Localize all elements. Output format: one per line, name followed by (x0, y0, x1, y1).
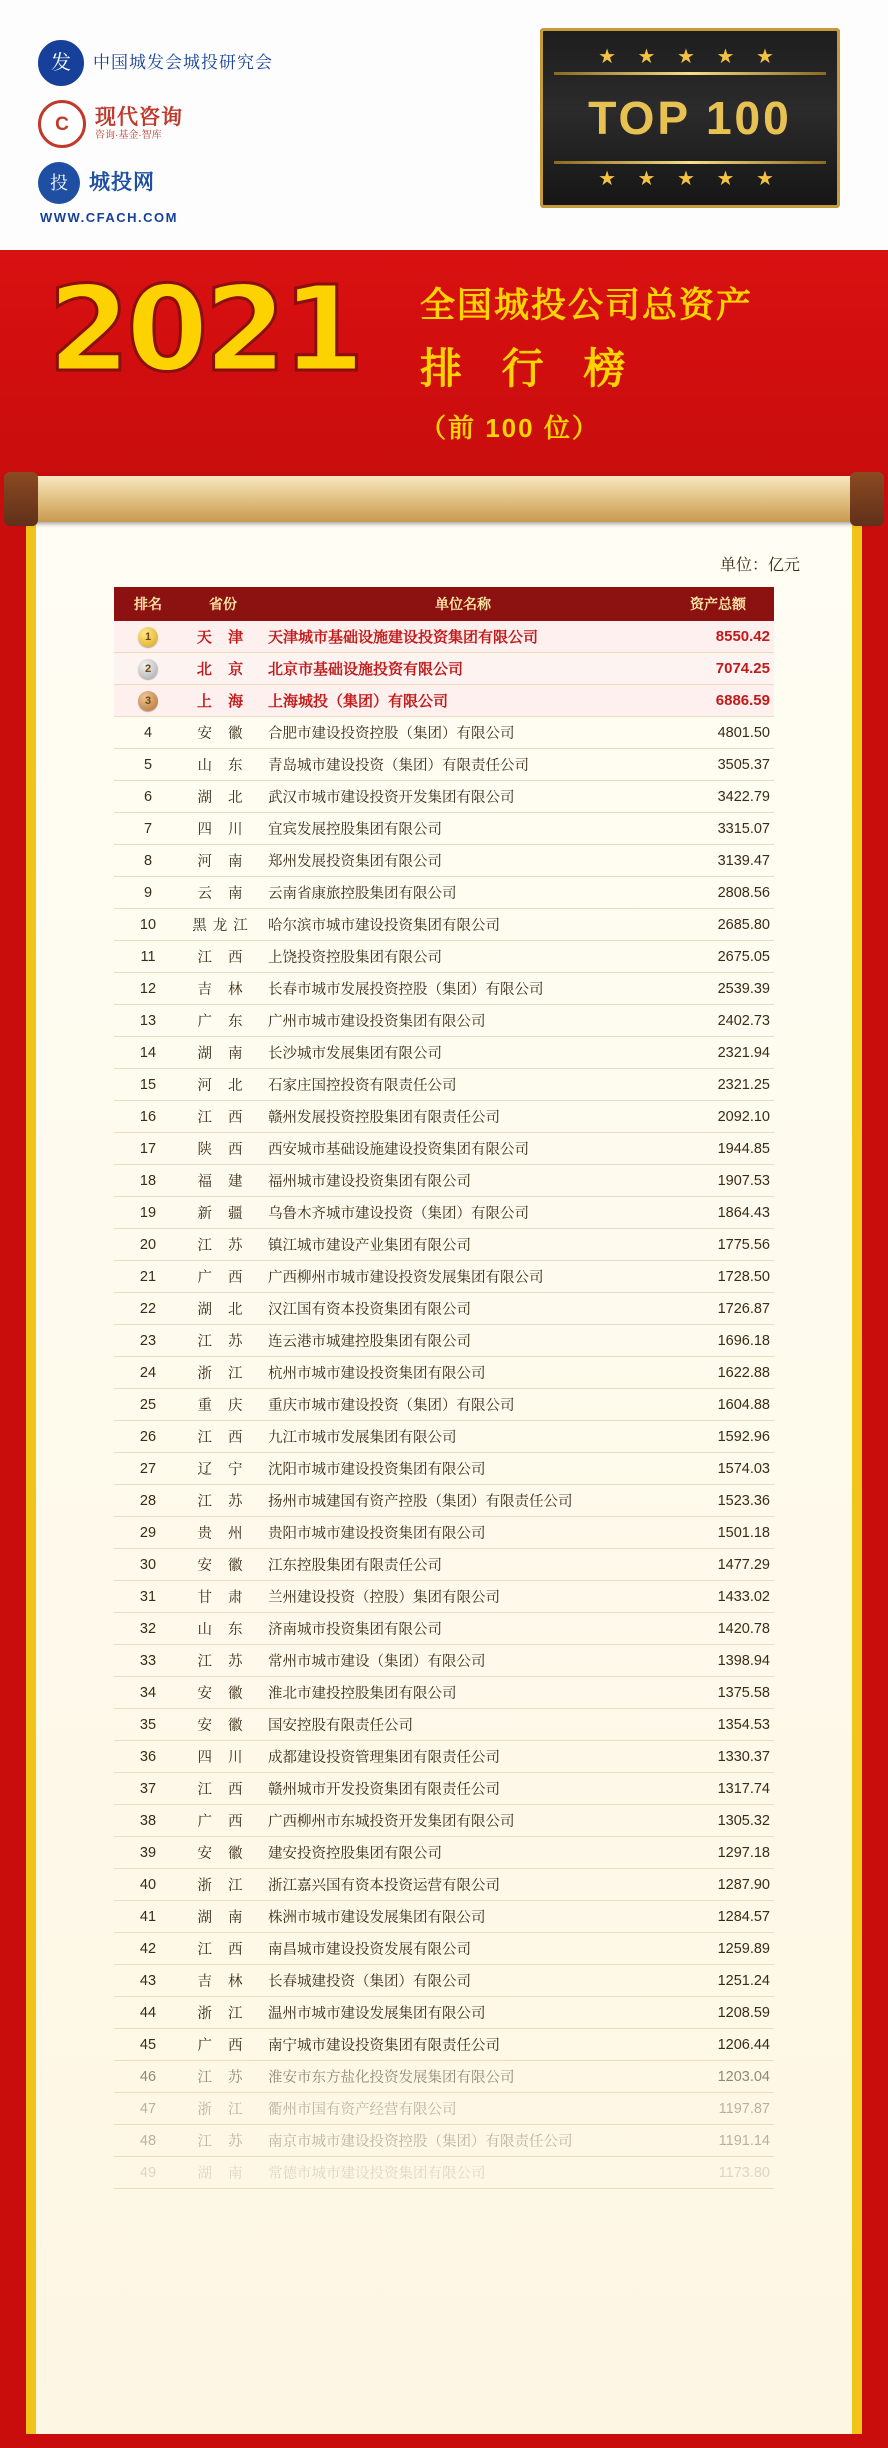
cell-total-assets: 1197.87 (662, 2093, 774, 2125)
cell-rank: 45 (114, 2029, 182, 2061)
cell-rank: 10 (114, 909, 182, 941)
cell-province: 上 海 (182, 685, 264, 717)
cell-province: 广 西 (182, 1805, 264, 1837)
cell-province: 浙 江 (182, 1357, 264, 1389)
cell-company-name: 浙江嘉兴国有资本投资运营有限公司 (264, 1869, 662, 1901)
table-row (114, 877, 774, 909)
cell-total-assets: 1330.37 (662, 1741, 774, 1773)
cell-company-name: 连云港市城建控股集团有限公司 (264, 1325, 662, 1357)
table-row (114, 1549, 774, 1581)
cell-total-assets: 1317.74 (662, 1773, 774, 1805)
org3-label: 城投网 (89, 170, 155, 194)
table-row (114, 1485, 774, 1517)
cell-rank: 16 (114, 1101, 182, 1133)
table-row (114, 909, 774, 941)
cell-company-name: 南宁城市建设投资集团有限责任公司 (264, 2029, 662, 2061)
cell-rank: 11 (114, 941, 182, 973)
table-row (114, 1005, 774, 1037)
cell-total-assets: 1907.53 (662, 1165, 774, 1197)
cell-company-name: 成都建设投资管理集团有限责任公司 (264, 1741, 662, 1773)
cell-rank: 27 (114, 1453, 182, 1485)
table-row (114, 1965, 774, 1997)
cell-company-name: 温州市城市建设发展集团有限公司 (264, 1997, 662, 2029)
cell-company-name: 长春城建投资（集团）有限公司 (264, 1965, 662, 1997)
column-header-rank: 排名 (114, 587, 182, 621)
cell-total-assets: 1398.94 (662, 1645, 774, 1677)
table-row (114, 1581, 774, 1613)
cell-company-name: 南昌城市建设投资发展有限公司 (264, 1933, 662, 1965)
table-row (114, 621, 774, 653)
cell-rank: 34 (114, 1677, 182, 1709)
cell-company-name: 南京市城市建设投资控股（集团）有限责任公司 (264, 2125, 662, 2157)
cell-company-name: 汉江国有资本投资集团有限公司 (264, 1293, 662, 1325)
cell-total-assets: 1203.04 (662, 2061, 774, 2093)
cell-province: 北 京 (182, 653, 264, 685)
table-row (114, 1613, 774, 1645)
cell-total-assets: 3505.37 (662, 749, 774, 781)
cell-company-name: 乌鲁木齐城市建设投资（集团）有限公司 (264, 1197, 662, 1229)
cell-rank: 15 (114, 1069, 182, 1101)
cell-total-assets: 6886.59 (662, 685, 774, 717)
cell-rank: 23 (114, 1325, 182, 1357)
cell-province: 甘 肃 (182, 1581, 264, 1613)
cell-company-name: 济南城市投资集团有限公司 (264, 1613, 662, 1645)
cell-company-name: 赣州城市开发投资集团有限责任公司 (264, 1773, 662, 1805)
cell-province: 广 东 (182, 1005, 264, 1037)
cell-rank: 13 (114, 1005, 182, 1037)
table-row (114, 717, 774, 749)
cell-total-assets: 1208.59 (662, 1997, 774, 2029)
cell-total-assets: 1501.18 (662, 1517, 774, 1549)
cell-rank: 14 (114, 1037, 182, 1069)
top100-badge (540, 28, 840, 208)
cell-rank: 29 (114, 1517, 182, 1549)
globe-icon: 投 (38, 162, 80, 204)
cell-rank: 4 (114, 717, 182, 749)
cell-company-name: 石家庄国控投资有限责任公司 (264, 1069, 662, 1101)
cell-province: 四 川 (182, 1741, 264, 1773)
cell-province: 江 苏 (182, 1229, 264, 1261)
title-line-3: （前 100 位） (420, 413, 600, 443)
cell-province: 新 疆 (182, 1197, 264, 1229)
cell-province: 江 西 (182, 1933, 264, 1965)
consulting-icon: C (38, 100, 86, 148)
cell-rank: 44 (114, 1997, 182, 2029)
cell-province: 山 东 (182, 749, 264, 781)
cell-company-name: 兰州建设投资（控股）集团有限公司 (264, 1581, 662, 1613)
top100-label: TOP 100 (588, 92, 792, 144)
cell-company-name: 青岛城市建设投资（集团）有限责任公司 (264, 749, 662, 781)
table-row (114, 1069, 774, 1101)
cell-total-assets: 1259.89 (662, 1933, 774, 1965)
cell-rank: 21 (114, 1261, 182, 1293)
cell-province: 山 东 (182, 1613, 264, 1645)
cell-company-name: 宜宾发展控股集团有限公司 (264, 813, 662, 845)
cell-company-name: 上海城投（集团）有限公司 (264, 685, 662, 717)
cell-company-name: 北京市基础设施投资有限公司 (264, 653, 662, 685)
cell-total-assets: 1477.29 (662, 1549, 774, 1581)
silver-medal-icon: 2 (138, 659, 158, 679)
cell-province: 辽 宁 (182, 1453, 264, 1485)
cell-province: 江 西 (182, 941, 264, 973)
cell-province: 安 徽 (182, 1709, 264, 1741)
cell-total-assets: 1251.24 (662, 1965, 774, 1997)
table-row (114, 973, 774, 1005)
org2-label: 现代咨询 (95, 105, 183, 129)
cell-total-assets: 1944.85 (662, 1133, 774, 1165)
scroll-rod (16, 476, 872, 522)
cell-province: 河 北 (182, 1069, 264, 1101)
cell-rank: 18 (114, 1165, 182, 1197)
table-row (114, 2093, 774, 2125)
cell-rank: 26 (114, 1421, 182, 1453)
cell-company-name: 扬州市城建国有资产控股（集团）有限责任公司 (264, 1485, 662, 1517)
cell-province: 江 西 (182, 1421, 264, 1453)
cell-total-assets: 3422.79 (662, 781, 774, 813)
cell-rank: 42 (114, 1933, 182, 1965)
cell-province: 江 苏 (182, 2125, 264, 2157)
cell-rank: 37 (114, 1773, 182, 1805)
cell-rank (114, 621, 182, 653)
unit-label: 单位：亿元 (719, 557, 800, 574)
cell-total-assets: 2539.39 (662, 973, 774, 1005)
cell-company-name: 武汉市城市建设投资开发集团有限公司 (264, 781, 662, 813)
cell-company-name: 上饶投资控股集团有限公司 (264, 941, 662, 973)
cell-company-name: 镇江城市建设产业集团有限公司 (264, 1229, 662, 1261)
table-row (114, 749, 774, 781)
cell-company-name: 哈尔滨市城市建设投资集团有限公司 (264, 909, 662, 941)
ranking-table (114, 587, 774, 2189)
cell-total-assets: 1574.03 (662, 1453, 774, 1485)
stars-top-icon: ★ ★ ★ ★ ★ (598, 46, 782, 68)
table-row (114, 781, 774, 813)
cell-province: 湖 南 (182, 2157, 264, 2189)
cell-rank: 33 (114, 1645, 182, 1677)
logo-row-org2 (38, 100, 398, 148)
cell-total-assets: 1297.18 (662, 1837, 774, 1869)
cell-rank: 38 (114, 1805, 182, 1837)
cell-province: 福 建 (182, 1165, 264, 1197)
table-row (114, 813, 774, 845)
cell-company-name: 合肥市建设投资控股（集团）有限公司 (264, 717, 662, 749)
table-row (114, 1677, 774, 1709)
cell-province: 安 徽 (182, 1549, 264, 1581)
cell-rank: 35 (114, 1709, 182, 1741)
cell-total-assets: 1206.44 (662, 2029, 774, 2061)
table-row (114, 941, 774, 973)
cell-total-assets: 1622.88 (662, 1357, 774, 1389)
cell-total-assets: 2808.56 (662, 877, 774, 909)
cell-province: 安 徽 (182, 717, 264, 749)
cell-rank: 5 (114, 749, 182, 781)
org1-label: 中国城发会城投研究会 (93, 52, 273, 72)
cell-province: 江 苏 (182, 1325, 264, 1357)
table-row (114, 1453, 774, 1485)
cell-province: 重 庆 (182, 1389, 264, 1421)
cell-company-name: 国安控股有限责任公司 (264, 1709, 662, 1741)
cell-total-assets: 1728.50 (662, 1261, 774, 1293)
title-line-2: 排 行 榜 (420, 345, 640, 392)
table-row (114, 1421, 774, 1453)
cell-province: 安 徽 (182, 1677, 264, 1709)
table-row (114, 1293, 774, 1325)
cell-company-name: 沈阳市城市建设投资集团有限公司 (264, 1453, 662, 1485)
cell-rank: 8 (114, 845, 182, 877)
cell-total-assets: 8550.42 (662, 621, 774, 653)
cell-province: 湖 北 (182, 1293, 264, 1325)
table-row (114, 1805, 774, 1837)
cell-province: 江 苏 (182, 1485, 264, 1517)
table-row (114, 653, 774, 685)
table-row (114, 1037, 774, 1069)
table-row (114, 1933, 774, 1965)
cell-company-name: 株洲市城市建设发展集团有限公司 (264, 1901, 662, 1933)
cell-province: 安 徽 (182, 1837, 264, 1869)
logo-group (38, 40, 398, 218)
cell-company-name: 江东控股集团有限责任公司 (264, 1549, 662, 1581)
cell-total-assets: 1287.90 (662, 1869, 774, 1901)
cell-rank: 28 (114, 1485, 182, 1517)
cell-company-name: 郑州发展投资集团有限公司 (264, 845, 662, 877)
cell-rank (114, 685, 182, 717)
cell-province: 黑龙江 (182, 909, 264, 941)
cell-rank: 47 (114, 2093, 182, 2125)
table-body (114, 621, 774, 2189)
cell-rank: 24 (114, 1357, 182, 1389)
table-row (114, 1357, 774, 1389)
cell-province: 湖 北 (182, 781, 264, 813)
cell-total-assets: 1420.78 (662, 1613, 774, 1645)
cell-company-name: 杭州市城市建设投资集团有限公司 (264, 1357, 662, 1389)
cell-company-name: 贵阳市城市建设投资集团有限公司 (264, 1517, 662, 1549)
title-band (0, 250, 888, 470)
table-row (114, 1197, 774, 1229)
cell-company-name: 常德市城市建设投资集团有限公司 (264, 2157, 662, 2189)
cell-province: 江 西 (182, 1773, 264, 1805)
cell-rank: 39 (114, 1837, 182, 1869)
cell-province: 浙 江 (182, 1997, 264, 2029)
table-row (114, 685, 774, 717)
table-row (114, 1101, 774, 1133)
scroll-knob-right (850, 472, 884, 526)
table-row (114, 1997, 774, 2029)
table-row (114, 1645, 774, 1677)
cell-company-name: 长沙城市发展集团有限公司 (264, 1037, 662, 1069)
cell-total-assets: 1354.53 (662, 1709, 774, 1741)
cell-province: 浙 江 (182, 1869, 264, 1901)
column-header-name: 单位名称 (264, 587, 662, 621)
cell-total-assets: 1375.58 (662, 1677, 774, 1709)
cell-rank: 20 (114, 1229, 182, 1261)
cell-total-assets: 1191.14 (662, 2125, 774, 2157)
bronze-medal-icon: 3 (138, 691, 158, 711)
ranking-paper (26, 522, 862, 2434)
cell-company-name: 九江市城市发展集团有限公司 (264, 1421, 662, 1453)
cell-province: 江 苏 (182, 2061, 264, 2093)
table-row (114, 1869, 774, 1901)
cell-total-assets: 1433.02 (662, 1581, 774, 1613)
cell-rank: 49 (114, 2157, 182, 2189)
column-header-province: 省份 (182, 587, 264, 621)
cell-rank: 6 (114, 781, 182, 813)
cell-total-assets: 4801.50 (662, 717, 774, 749)
cell-province: 浙 江 (182, 2093, 264, 2125)
table-header-row (114, 587, 774, 621)
cell-province: 江 西 (182, 1101, 264, 1133)
cell-rank: 9 (114, 877, 182, 909)
cell-province: 湖 南 (182, 1901, 264, 1933)
cell-province: 湖 南 (182, 1037, 264, 1069)
scroll-knob-left (4, 472, 38, 526)
website-url: WWW.CFACH.COM (40, 210, 178, 225)
cell-province: 陕 西 (182, 1133, 264, 1165)
table-row (114, 1773, 774, 1805)
cell-rank (114, 653, 182, 685)
table-row (114, 1837, 774, 1869)
cell-company-name: 淮北市建投控股集团有限公司 (264, 1677, 662, 1709)
org2-sub-label: 咨询·基金·智库 (95, 129, 162, 141)
cell-total-assets: 1173.80 (662, 2157, 774, 2189)
cell-company-name: 西安城市基础设施建设投资集团有限公司 (264, 1133, 662, 1165)
cell-total-assets: 1864.43 (662, 1197, 774, 1229)
cell-total-assets: 2321.94 (662, 1037, 774, 1069)
cell-province: 贵 州 (182, 1517, 264, 1549)
cell-province: 云 南 (182, 877, 264, 909)
cell-total-assets: 1305.32 (662, 1805, 774, 1837)
cell-rank: 7 (114, 813, 182, 845)
cell-rank: 22 (114, 1293, 182, 1325)
cell-province: 吉 林 (182, 973, 264, 1005)
cell-company-name: 天津城市基础设施建设投资集团有限公司 (264, 621, 662, 653)
cell-total-assets: 1523.36 (662, 1485, 774, 1517)
cell-province: 吉 林 (182, 1965, 264, 1997)
cell-company-name: 广西柳州市东城投资开发集团有限公司 (264, 1805, 662, 1837)
cell-company-name: 广西柳州市城市建设投资发展集团有限公司 (264, 1261, 662, 1293)
cell-province: 四 川 (182, 813, 264, 845)
cell-company-name: 重庆市城市建设投资（集团）有限公司 (264, 1389, 662, 1421)
cell-rank: 17 (114, 1133, 182, 1165)
year-label: 2021 (48, 260, 361, 398)
cell-company-name: 云南省康旅控股集团有限公司 (264, 877, 662, 909)
cell-rank: 31 (114, 1581, 182, 1613)
emblem-icon: 发 (38, 40, 84, 86)
column-header-value: 资产总额 (662, 587, 774, 621)
table-row (114, 1133, 774, 1165)
cell-province: 广 西 (182, 2029, 264, 2061)
table-row (114, 1229, 774, 1261)
table-row (114, 845, 774, 877)
cell-rank: 40 (114, 1869, 182, 1901)
cell-total-assets: 2092.10 (662, 1101, 774, 1133)
cell-total-assets: 7074.25 (662, 653, 774, 685)
table-row (114, 1709, 774, 1741)
cell-total-assets: 1284.57 (662, 1901, 774, 1933)
cell-rank: 46 (114, 2061, 182, 2093)
cell-company-name: 常州市城市建设（集团）有限公司 (264, 1645, 662, 1677)
cell-company-name: 福州城市建设投资集团有限公司 (264, 1165, 662, 1197)
cell-total-assets: 2321.25 (662, 1069, 774, 1101)
table-row (114, 1517, 774, 1549)
cell-rank: 41 (114, 1901, 182, 1933)
table-row (114, 2061, 774, 2093)
cell-rank: 48 (114, 2125, 182, 2157)
table-row (114, 2029, 774, 2061)
cell-company-name: 赣州发展投资控股集团有限责任公司 (264, 1101, 662, 1133)
cell-province: 河 南 (182, 845, 264, 877)
table-row (114, 2125, 774, 2157)
cell-company-name: 衢州市国有资产经营有限公司 (264, 2093, 662, 2125)
table-row (114, 2157, 774, 2189)
cell-total-assets: 1592.96 (662, 1421, 774, 1453)
poster-header (0, 0, 888, 250)
table-row (114, 1901, 774, 1933)
cell-province: 天 津 (182, 621, 264, 653)
stars-bottom-icon: ★ ★ ★ ★ ★ (598, 168, 782, 190)
logo-row-org3 (38, 162, 398, 204)
table-row (114, 1165, 774, 1197)
cell-total-assets: 2685.80 (662, 909, 774, 941)
table-row (114, 1389, 774, 1421)
cell-rank: 36 (114, 1741, 182, 1773)
cell-rank: 12 (114, 973, 182, 1005)
cell-total-assets: 3139.47 (662, 845, 774, 877)
logo-row-org1 (38, 40, 398, 86)
cell-company-name: 淮安市东方盐化投资发展集团有限公司 (264, 2061, 662, 2093)
table-row (114, 1261, 774, 1293)
cell-rank: 19 (114, 1197, 182, 1229)
gold-medal-icon: 1 (138, 627, 158, 647)
cell-company-name: 广州市城市建设投资集团有限公司 (264, 1005, 662, 1037)
cell-province: 江 苏 (182, 1645, 264, 1677)
cell-rank: 32 (114, 1613, 182, 1645)
cell-total-assets: 1696.18 (662, 1325, 774, 1357)
cell-total-assets: 2402.73 (662, 1005, 774, 1037)
cell-total-assets: 3315.07 (662, 813, 774, 845)
cell-rank: 30 (114, 1549, 182, 1581)
table-row (114, 1325, 774, 1357)
cell-company-name: 长春市城市发展投资控股（集团）有限公司 (264, 973, 662, 1005)
cell-total-assets: 2675.05 (662, 941, 774, 973)
cell-rank: 43 (114, 1965, 182, 1997)
table-row (114, 1741, 774, 1773)
title-line-1: 全国城投公司总资产 (420, 286, 754, 325)
cell-total-assets: 1726.87 (662, 1293, 774, 1325)
cell-rank: 25 (114, 1389, 182, 1421)
cell-total-assets: 1775.56 (662, 1229, 774, 1261)
cell-total-assets: 1604.88 (662, 1389, 774, 1421)
cell-province: 广 西 (182, 1261, 264, 1293)
cell-company-name: 建安投资控股集团有限公司 (264, 1837, 662, 1869)
